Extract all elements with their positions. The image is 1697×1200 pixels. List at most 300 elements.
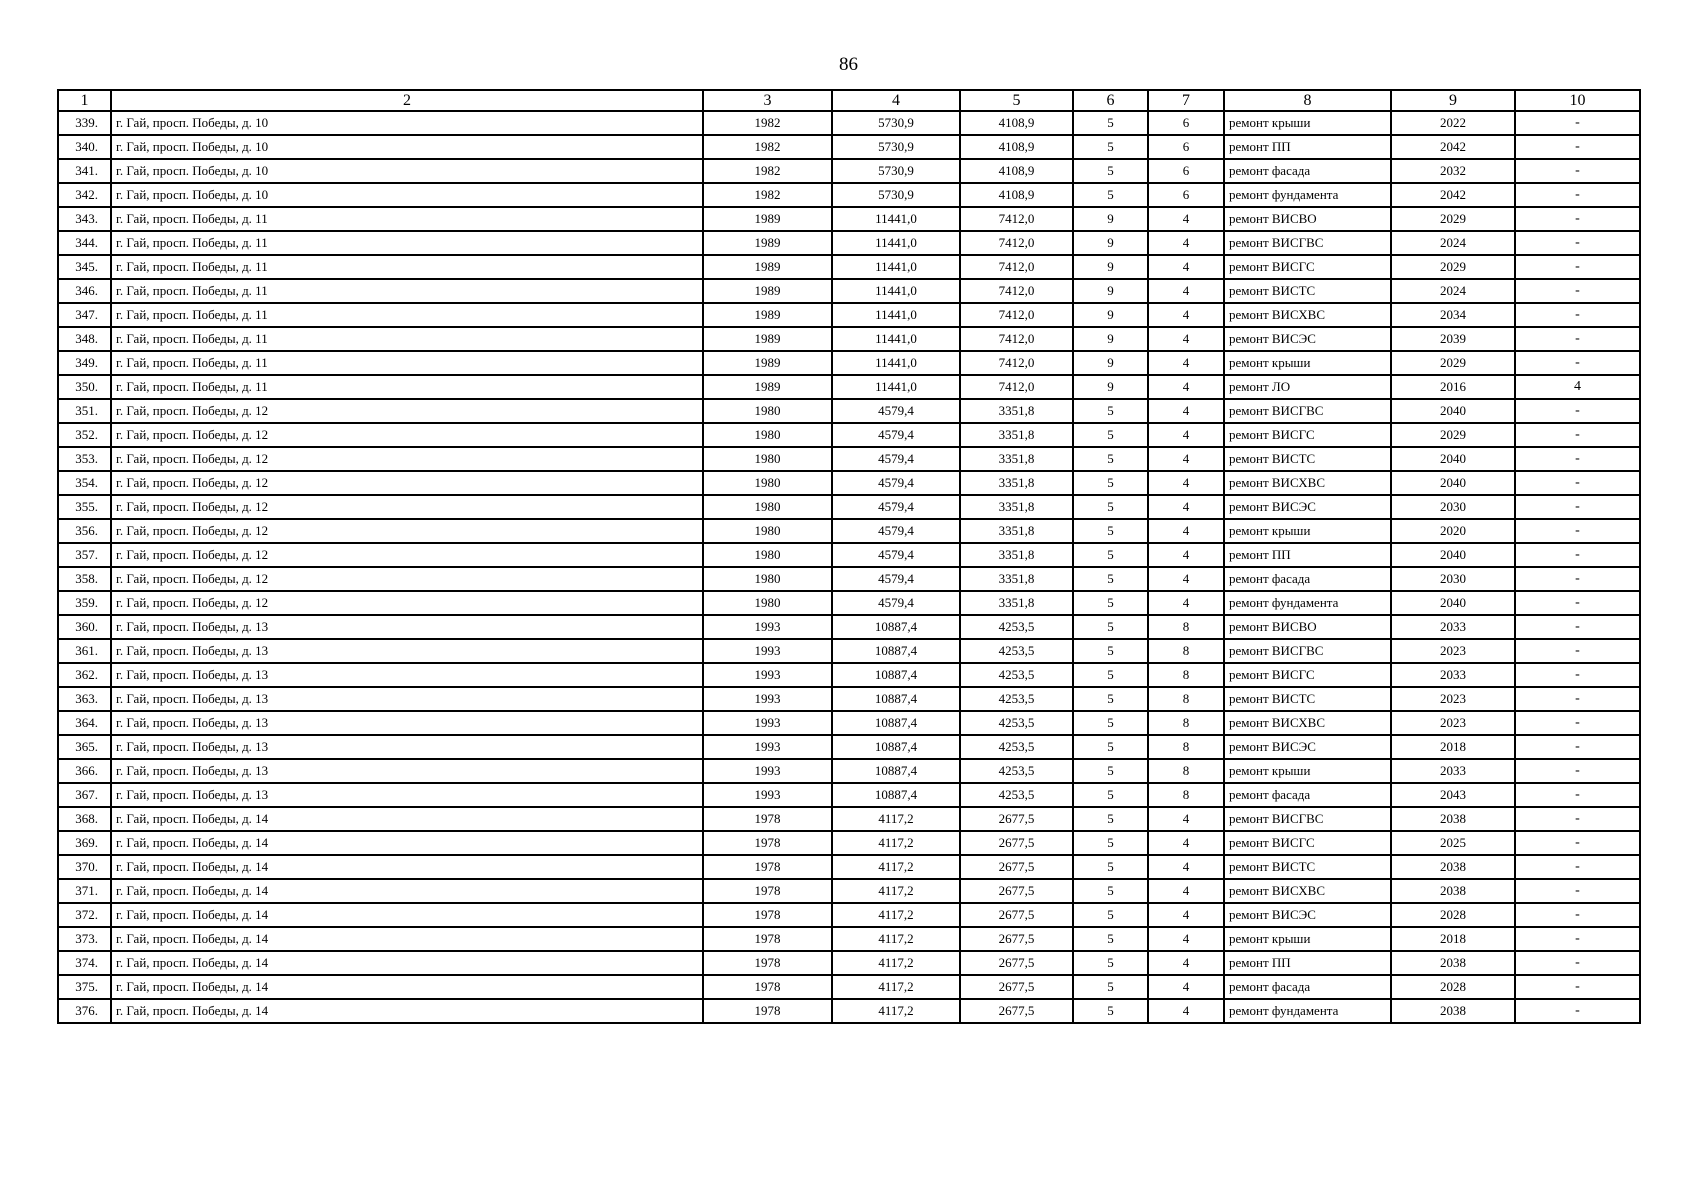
table-row: [58, 663, 1640, 687]
table-cell-col-4: 11441,0: [832, 279, 960, 303]
table-cell-col-9: 2039: [1391, 327, 1515, 351]
table-cell-col-7: 4: [1148, 303, 1224, 327]
table-cell-col-8: ремонт ВИСЭС: [1224, 903, 1391, 927]
table-cell-col-5: 4253,5: [960, 639, 1073, 663]
table-cell-col-9: 2038: [1391, 855, 1515, 879]
table-cell-col-1: 358.: [58, 567, 111, 591]
table-cell-col-4: 10887,4: [832, 783, 960, 807]
table-cell-col-4: 4117,2: [832, 951, 960, 975]
table-cell-col-1: 339.: [58, 111, 111, 135]
table-cell-col-8: ремонт фундамента: [1224, 183, 1391, 207]
table-row: [58, 303, 1640, 327]
table-cell-col-6: 5: [1073, 687, 1148, 711]
table-cell-col-1: 349.: [58, 351, 111, 375]
table-cell-col-9: 2042: [1391, 183, 1515, 207]
table-cell-col-6: 5: [1073, 999, 1148, 1023]
table-cell-col-9: 2018: [1391, 927, 1515, 951]
table-cell-col-9: 2030: [1391, 495, 1515, 519]
table-cell-col-10: -: [1515, 423, 1640, 447]
table-cell-col-3: 1982: [703, 183, 832, 207]
table-cell-col-1: 357.: [58, 543, 111, 567]
table-cell-col-1: 354.: [58, 471, 111, 495]
table-cell-col-1: 360.: [58, 615, 111, 639]
table-cell-col-3: 1978: [703, 831, 832, 855]
table-cell-col-6: 5: [1073, 543, 1148, 567]
table-cell-col-4: 11441,0: [832, 255, 960, 279]
table-cell-col-10: -: [1515, 471, 1640, 495]
table-cell-col-9: 2016: [1391, 375, 1515, 399]
table-cell-col-9: 2038: [1391, 879, 1515, 903]
table-cell-col-3: 1989: [703, 207, 832, 231]
table-cell-col-4: 10887,4: [832, 735, 960, 759]
table-cell-col-1: 365.: [58, 735, 111, 759]
repair-schedule-table: [57, 89, 1641, 1024]
table-cell-col-5: 2677,5: [960, 927, 1073, 951]
table-cell-col-1: 370.: [58, 855, 111, 879]
table-cell-col-5: 4253,5: [960, 735, 1073, 759]
table-cell-col-9: 2029: [1391, 255, 1515, 279]
table-cell-col-2: г. Гай, просп. Победы, д. 11: [111, 279, 703, 303]
table-cell-col-10: -: [1515, 159, 1640, 183]
table-cell-col-10: -: [1515, 759, 1640, 783]
table-cell-col-2: г. Гай, просп. Победы, д. 12: [111, 543, 703, 567]
table-cell-col-2: г. Гай, просп. Победы, д. 12: [111, 567, 703, 591]
table-cell-col-7: 6: [1148, 135, 1224, 159]
table-cell-col-7: 4: [1148, 999, 1224, 1023]
table-cell-col-5: 2677,5: [960, 951, 1073, 975]
table-cell-col-8: ремонт фасада: [1224, 567, 1391, 591]
table-cell-col-8: ремонт ВИСГВС: [1224, 399, 1391, 423]
table-cell-col-9: 2028: [1391, 975, 1515, 999]
table-cell-col-10: -: [1515, 255, 1640, 279]
table-cell-col-2: г. Гай, просп. Победы, д. 14: [111, 951, 703, 975]
table-cell-col-2: г. Гай, просп. Победы, д. 13: [111, 735, 703, 759]
table-cell-col-2: г. Гай, просп. Победы, д. 14: [111, 999, 703, 1023]
table-cell-col-4: 10887,4: [832, 639, 960, 663]
table-cell-col-6: 9: [1073, 303, 1148, 327]
table-cell-col-7: 4: [1148, 423, 1224, 447]
table-cell-col-9: 2028: [1391, 903, 1515, 927]
table-cell-col-4: 4117,2: [832, 975, 960, 999]
table-row: [58, 279, 1640, 303]
table-cell-col-8: ремонт крыши: [1224, 351, 1391, 375]
table-cell-col-3: 1978: [703, 951, 832, 975]
table-row: [58, 447, 1640, 471]
table-cell-col-7: 4: [1148, 879, 1224, 903]
page-number: 86: [839, 54, 858, 75]
table-cell-col-7: 8: [1148, 759, 1224, 783]
table-row: [58, 399, 1640, 423]
table-cell-col-2: г. Гай, просп. Победы, д. 14: [111, 831, 703, 855]
table-cell-col-9: 2040: [1391, 471, 1515, 495]
table-cell-col-7: 4: [1148, 207, 1224, 231]
table-cell-col-4: 4117,2: [832, 927, 960, 951]
table-cell-col-2: г. Гай, просп. Победы, д. 10: [111, 135, 703, 159]
table-cell-col-6: 9: [1073, 279, 1148, 303]
table-cell-col-5: 2677,5: [960, 831, 1073, 855]
table-cell-col-1: 376.: [58, 999, 111, 1023]
table-cell-col-10: -: [1515, 399, 1640, 423]
table-cell-col-4: 10887,4: [832, 711, 960, 735]
table-cell-col-3: 1980: [703, 591, 832, 615]
table-row: [58, 615, 1640, 639]
table-cell-col-8: ремонт крыши: [1224, 519, 1391, 543]
table-row: [58, 639, 1640, 663]
table-cell-col-3: 1978: [703, 927, 832, 951]
table-row: [58, 831, 1640, 855]
table-cell-col-10: -: [1515, 111, 1640, 135]
table-cell-col-10: -: [1515, 927, 1640, 951]
table-cell-col-5: 2677,5: [960, 807, 1073, 831]
table-cell-col-8: ремонт ВИСГС: [1224, 663, 1391, 687]
table-cell-col-4: 11441,0: [832, 327, 960, 351]
table-cell-col-2: г. Гай, просп. Победы, д. 10: [111, 159, 703, 183]
table-row: [58, 111, 1640, 135]
table-cell-col-1: 371.: [58, 879, 111, 903]
table-cell-col-10: -: [1515, 447, 1640, 471]
table-cell-col-6: 5: [1073, 759, 1148, 783]
table-row: [58, 351, 1640, 375]
table-row: [58, 711, 1640, 735]
table-cell-col-6: 5: [1073, 951, 1148, 975]
table-row: [58, 687, 1640, 711]
table-cell-col-5: 7412,0: [960, 279, 1073, 303]
table-cell-col-8: ремонт крыши: [1224, 111, 1391, 135]
table-cell-col-9: 2040: [1391, 543, 1515, 567]
table-cell-col-4: 5730,9: [832, 111, 960, 135]
table-row: [58, 999, 1640, 1023]
table-cell-col-8: ремонт ВИСХВС: [1224, 879, 1391, 903]
table-cell-col-4: 4117,2: [832, 903, 960, 927]
table-cell-col-2: г. Гай, просп. Победы, д. 11: [111, 375, 703, 399]
table-cell-col-4: 4579,4: [832, 495, 960, 519]
table-cell-col-2: г. Гай, просп. Победы, д. 12: [111, 519, 703, 543]
table-row: [58, 495, 1640, 519]
table-cell-col-9: 2024: [1391, 231, 1515, 255]
table-cell-col-10: -: [1515, 639, 1640, 663]
table-cell-col-5: 3351,8: [960, 495, 1073, 519]
table-cell-col-2: г. Гай, просп. Победы, д. 11: [111, 255, 703, 279]
table-cell-col-7: 4: [1148, 567, 1224, 591]
table-cell-col-9: 2038: [1391, 999, 1515, 1023]
table-cell-col-4: 4117,2: [832, 807, 960, 831]
table-cell-col-4: 5730,9: [832, 159, 960, 183]
table-cell-col-5: 2677,5: [960, 903, 1073, 927]
table-cell-col-7: 4: [1148, 927, 1224, 951]
table-cell-col-6: 9: [1073, 327, 1148, 351]
table-cell-col-2: г. Гай, просп. Победы, д. 13: [111, 759, 703, 783]
table-cell-col-2: г. Гай, просп. Победы, д. 14: [111, 807, 703, 831]
table-cell-col-8: ремонт ВИСГС: [1224, 423, 1391, 447]
table-cell-col-3: 1989: [703, 279, 832, 303]
table-cell-col-2: г. Гай, просп. Победы, д. 12: [111, 495, 703, 519]
table-cell-col-6: 5: [1073, 903, 1148, 927]
table-row: [58, 255, 1640, 279]
table-cell-col-1: 374.: [58, 951, 111, 975]
table-cell-col-1: 345.: [58, 255, 111, 279]
table-cell-col-3: 1993: [703, 735, 832, 759]
table-cell-col-4: 4117,2: [832, 999, 960, 1023]
table-cell-col-6: 5: [1073, 183, 1148, 207]
table-cell-col-6: 5: [1073, 855, 1148, 879]
table-cell-col-6: 5: [1073, 783, 1148, 807]
table-cell-col-10: -: [1515, 207, 1640, 231]
table-cell-col-8: ремонт ВИСХВС: [1224, 711, 1391, 735]
table-cell-col-3: 1993: [703, 759, 832, 783]
table-cell-col-6: 5: [1073, 495, 1148, 519]
table-cell-col-2: г. Гай, просп. Победы, д. 11: [111, 231, 703, 255]
table-cell-col-5: 4253,5: [960, 711, 1073, 735]
table-cell-col-8: ремонт ВИСТС: [1224, 687, 1391, 711]
table-cell-col-10: -: [1515, 687, 1640, 711]
table-cell-col-10: -: [1515, 279, 1640, 303]
table-cell-col-6: 5: [1073, 135, 1148, 159]
table-cell-col-8: ремонт ВИСГВС: [1224, 639, 1391, 663]
table-cell-col-6: 5: [1073, 879, 1148, 903]
table-cell-col-1: 347.: [58, 303, 111, 327]
table-cell-col-1: 373.: [58, 927, 111, 951]
table-cell-col-4: 4579,4: [832, 591, 960, 615]
table-cell-col-8: ремонт ВИСХВС: [1224, 303, 1391, 327]
table-cell-col-8: ремонт ВИСГС: [1224, 255, 1391, 279]
table-cell-col-2: г. Гай, просп. Победы, д. 10: [111, 183, 703, 207]
table-cell-col-6: 5: [1073, 399, 1148, 423]
table-cell-col-7: 4: [1148, 231, 1224, 255]
table-cell-col-10: -: [1515, 903, 1640, 927]
table-cell-col-3: 1980: [703, 567, 832, 591]
table-cell-col-9: 2033: [1391, 759, 1515, 783]
table-cell-col-5: 4108,9: [960, 135, 1073, 159]
table-cell-col-10: -: [1515, 519, 1640, 543]
table-cell-col-8: ремонт ПП: [1224, 951, 1391, 975]
table-cell-col-1: 348.: [58, 327, 111, 351]
table-cell-col-3: 1980: [703, 471, 832, 495]
table-cell-col-2: г. Гай, просп. Победы, д. 13: [111, 615, 703, 639]
table-row: [58, 879, 1640, 903]
table-cell-col-1: 375.: [58, 975, 111, 999]
table-cell-col-5: 4253,5: [960, 687, 1073, 711]
table-cell-col-9: 2023: [1391, 711, 1515, 735]
table-cell-col-5: 3351,8: [960, 519, 1073, 543]
table-cell-col-7: 8: [1148, 663, 1224, 687]
column-header-6: 6: [1073, 90, 1148, 111]
table-cell-col-5: 7412,0: [960, 327, 1073, 351]
table-cell-col-10: -: [1515, 663, 1640, 687]
table-cell-col-10: -: [1515, 855, 1640, 879]
table-cell-col-6: 5: [1073, 807, 1148, 831]
table-cell-col-4: 4117,2: [832, 831, 960, 855]
table-cell-col-10: -: [1515, 879, 1640, 903]
table-cell-col-7: 4: [1148, 519, 1224, 543]
table-cell-col-9: 2038: [1391, 951, 1515, 975]
table-cell-col-7: 4: [1148, 951, 1224, 975]
table-cell-col-4: 4117,2: [832, 879, 960, 903]
table-cell-col-3: 1993: [703, 711, 832, 735]
table-cell-col-10: -: [1515, 567, 1640, 591]
table-cell-col-8: ремонт ВИСТС: [1224, 447, 1391, 471]
table-cell-col-9: 2022: [1391, 111, 1515, 135]
table-cell-col-7: 4: [1148, 399, 1224, 423]
table-cell-col-6: 9: [1073, 351, 1148, 375]
table-cell-col-10: -: [1515, 783, 1640, 807]
table-row: [58, 135, 1640, 159]
table-header: [58, 90, 1640, 111]
table-cell-col-6: 5: [1073, 519, 1148, 543]
table-cell-col-3: 1989: [703, 255, 832, 279]
column-header-9: 9: [1391, 90, 1515, 111]
table-cell-col-4: 10887,4: [832, 687, 960, 711]
table-cell-col-2: г. Гай, просп. Победы, д. 11: [111, 207, 703, 231]
table-row: [58, 375, 1640, 399]
table-cell-col-5: 4108,9: [960, 111, 1073, 135]
table-cell-col-3: 1993: [703, 783, 832, 807]
table-cell-col-1: 362.: [58, 663, 111, 687]
table-row: [58, 903, 1640, 927]
table-cell-col-1: 355.: [58, 495, 111, 519]
table-cell-col-8: ремонт ЛО: [1224, 375, 1391, 399]
column-header-2: 2: [111, 90, 703, 111]
table-cell-col-10: -: [1515, 951, 1640, 975]
table-cell-col-5: 4108,9: [960, 159, 1073, 183]
table-cell-col-8: ремонт фасада: [1224, 975, 1391, 999]
table-cell-col-9: 2018: [1391, 735, 1515, 759]
table-cell-col-1: 344.: [58, 231, 111, 255]
table-row: [58, 951, 1640, 975]
table-cell-col-7: 8: [1148, 615, 1224, 639]
table-cell-col-3: 1980: [703, 399, 832, 423]
table-cell-col-3: 1989: [703, 351, 832, 375]
header-row: [58, 90, 1640, 111]
table-cell-col-5: 2677,5: [960, 879, 1073, 903]
table-row: [58, 471, 1640, 495]
table-cell-col-2: г. Гай, просп. Победы, д. 13: [111, 639, 703, 663]
table-cell-col-3: 1980: [703, 495, 832, 519]
table-cell-col-9: 2040: [1391, 399, 1515, 423]
table-cell-col-10: -: [1515, 999, 1640, 1023]
table-cell-col-1: 368.: [58, 807, 111, 831]
table-cell-col-6: 5: [1073, 615, 1148, 639]
table-cell-col-4: 10887,4: [832, 759, 960, 783]
table-cell-col-1: 341.: [58, 159, 111, 183]
table-cell-col-7: 6: [1148, 159, 1224, 183]
table-cell-col-8: ремонт ПП: [1224, 135, 1391, 159]
table-cell-col-10: 4: [1515, 375, 1640, 399]
table-cell-col-4: 11441,0: [832, 207, 960, 231]
table-cell-col-8: ремонт фасада: [1224, 783, 1391, 807]
table-cell-col-2: г. Гай, просп. Победы, д. 13: [111, 687, 703, 711]
table-cell-col-4: 4579,4: [832, 519, 960, 543]
table-row: [58, 423, 1640, 447]
table-cell-col-7: 4: [1148, 351, 1224, 375]
table-cell-col-7: 4: [1148, 831, 1224, 855]
table-cell-col-4: 11441,0: [832, 375, 960, 399]
table-cell-col-10: -: [1515, 615, 1640, 639]
table-cell-col-7: 4: [1148, 903, 1224, 927]
table-cell-col-5: 3351,8: [960, 471, 1073, 495]
table-cell-col-7: 6: [1148, 111, 1224, 135]
table-row: [58, 927, 1640, 951]
table-cell-col-5: 7412,0: [960, 351, 1073, 375]
table-cell-col-5: 4253,5: [960, 783, 1073, 807]
table-cell-col-8: ремонт ВИСВО: [1224, 207, 1391, 231]
table-cell-col-8: ремонт ВИСТС: [1224, 855, 1391, 879]
table-cell-col-8: ремонт ВИСХВС: [1224, 471, 1391, 495]
table-row: [58, 975, 1640, 999]
table-cell-col-9: 2033: [1391, 615, 1515, 639]
table-cell-col-10: -: [1515, 711, 1640, 735]
table-cell-col-10: -: [1515, 735, 1640, 759]
table-cell-col-2: г. Гай, просп. Победы, д. 12: [111, 447, 703, 471]
table-cell-col-9: 2029: [1391, 207, 1515, 231]
table-cell-col-10: -: [1515, 303, 1640, 327]
table-cell-col-3: 1978: [703, 879, 832, 903]
table-cell-col-10: -: [1515, 183, 1640, 207]
table-cell-col-3: 1989: [703, 303, 832, 327]
table-cell-col-4: 10887,4: [832, 615, 960, 639]
table-cell-col-8: ремонт ВИСЭС: [1224, 495, 1391, 519]
table-cell-col-5: 3351,8: [960, 447, 1073, 471]
table-cell-col-2: г. Гай, просп. Победы, д. 12: [111, 399, 703, 423]
table-cell-col-6: 5: [1073, 423, 1148, 447]
table-cell-col-6: 5: [1073, 111, 1148, 135]
table-cell-col-7: 4: [1148, 855, 1224, 879]
table-cell-col-9: 2030: [1391, 567, 1515, 591]
table-cell-col-9: 2040: [1391, 591, 1515, 615]
table-cell-col-3: 1982: [703, 159, 832, 183]
table-cell-col-2: г. Гай, просп. Победы, д. 12: [111, 471, 703, 495]
table-cell-col-4: 10887,4: [832, 663, 960, 687]
table-cell-col-3: 1978: [703, 999, 832, 1023]
table-cell-col-6: 5: [1073, 591, 1148, 615]
table-cell-col-7: 8: [1148, 735, 1224, 759]
table-cell-col-3: 1993: [703, 687, 832, 711]
table-cell-col-4: 5730,9: [832, 135, 960, 159]
table-cell-col-4: 4579,4: [832, 567, 960, 591]
table-cell-col-2: г. Гай, просп. Победы, д. 14: [111, 927, 703, 951]
table-body: [58, 111, 1640, 1023]
table-cell-col-1: 367.: [58, 783, 111, 807]
table-cell-col-8: ремонт ВИСВО: [1224, 615, 1391, 639]
column-header-3: 3: [703, 90, 832, 111]
table-cell-col-1: 353.: [58, 447, 111, 471]
table-cell-col-5: 3351,8: [960, 543, 1073, 567]
table-cell-col-5: 2677,5: [960, 855, 1073, 879]
table-cell-col-2: г. Гай, просп. Победы, д. 13: [111, 663, 703, 687]
table-cell-col-4: 4579,4: [832, 543, 960, 567]
table-cell-col-7: 4: [1148, 279, 1224, 303]
table-cell-col-7: 8: [1148, 783, 1224, 807]
table-row: [58, 231, 1640, 255]
table-row: [58, 855, 1640, 879]
table-cell-col-8: ремонт крыши: [1224, 927, 1391, 951]
table-cell-col-4: 4117,2: [832, 855, 960, 879]
table-cell-col-3: 1989: [703, 375, 832, 399]
table-cell-col-9: 2023: [1391, 639, 1515, 663]
table-cell-col-8: ремонт ВИСЭС: [1224, 327, 1391, 351]
table-cell-col-1: 369.: [58, 831, 111, 855]
table-cell-col-4: 11441,0: [832, 303, 960, 327]
table-cell-col-4: 11441,0: [832, 351, 960, 375]
table-cell-col-7: 4: [1148, 447, 1224, 471]
table-row: [58, 159, 1640, 183]
table-row: [58, 567, 1640, 591]
table-cell-col-3: 1980: [703, 447, 832, 471]
table-row: [58, 591, 1640, 615]
table-cell-col-10: -: [1515, 807, 1640, 831]
table-cell-col-5: 2677,5: [960, 999, 1073, 1023]
table-cell-col-1: 364.: [58, 711, 111, 735]
table-cell-col-2: г. Гай, просп. Победы, д. 11: [111, 303, 703, 327]
